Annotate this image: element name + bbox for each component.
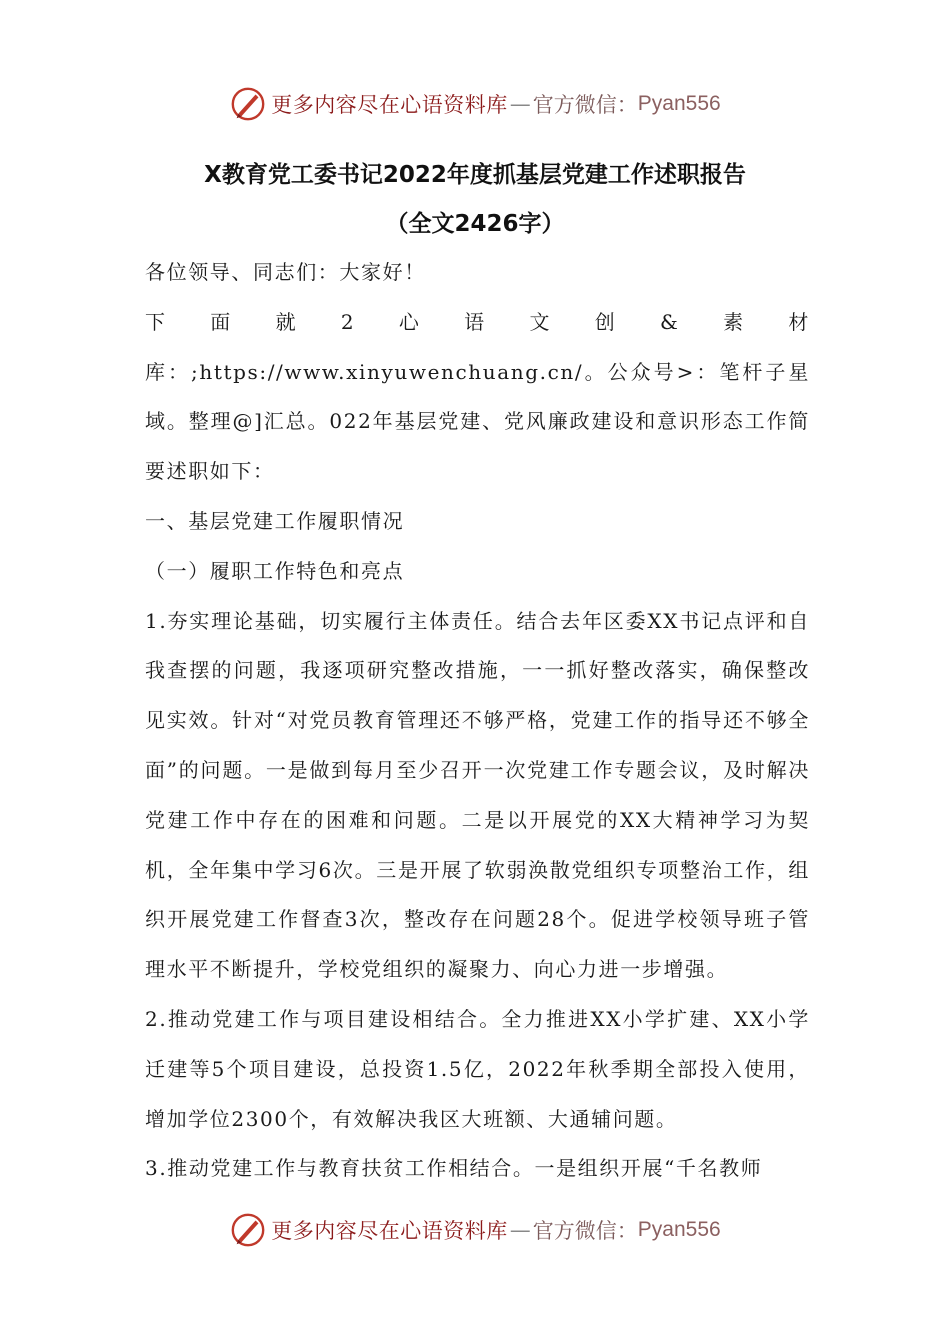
banner-wechat-id: Pyan556	[637, 1218, 721, 1241]
banner-main-text: 更多内容尽在心语资料库	[271, 93, 508, 117]
pen-logo-icon	[229, 1211, 267, 1249]
document-body	[145, 248, 810, 1194]
paragraph-item-1: 1.夯实理论基础，切实履行主体责任。结合去年区委XX书记点评和自我查摆的问题，我逐项研究整改措施，一一抓好整改落实，确保整改见实效。针对“对党员教育管理还不够严格，党建工作的指导还不够全面”的问题。一是做到每月至少召开一次党建工作专题会议，及时解决党建工作中存在的困难和问题。二是以开展党的XX大精神学习为契机，全年集中学习6次。三是开展了软弱涣散党组织专项整治工作，组织开展党建工作督查3次，整改存在问题28个。促进学校领导班子管理水平不断提升，学校党组织的凝聚力、向心力进一步增强。	[145, 608, 810, 982]
document-subtitle: （全文2426字）	[385, 211, 565, 237]
header-banner	[0, 82, 950, 126]
paragraph-greeting: 各位领导、同志们：大家好！	[145, 260, 426, 284]
paragraph-intro: 下面就2心语文创&素材库：;https://www.xinyuwenchuang.cn/。公众号>：笔杆子星域。整理@]汇总。022年基层党建、党风廉政建设和意识形态工作简要述职如下：	[145, 309, 810, 484]
subsection-heading: （一）履职工作特色和亮点	[145, 558, 405, 583]
banner-dash: —	[509, 1218, 531, 1242]
paragraph-item-2: 2.推动党建工作与项目建设相结合。全力推进XX小学扩建、XX小学迁建等5个项目建设，总投资1.5亿，2022年秋季期全部投入使用，增加学位2300个，有效解决我区大班额、大通辅问题。	[145, 1006, 810, 1131]
banner-main-text: 更多内容尽在心语资料库	[271, 1219, 508, 1243]
document-title: X教育党工委书记2022年度抓基层党建工作述职报告	[204, 162, 746, 188]
section-heading: 一、基层党建工作履职情况	[145, 508, 405, 533]
banner-wechat-id: Pyan556	[637, 92, 721, 115]
pen-logo-icon	[229, 85, 267, 123]
footer-banner	[0, 1208, 950, 1252]
banner-wechat-label: 官方微信：	[532, 1219, 638, 1243]
banner-dash: —	[509, 92, 531, 116]
paragraph-item-3: 3.推动党建工作与教育扶贫工作相结合。一是组织开展“千名教师	[145, 1156, 763, 1181]
banner-wechat-label: 官方微信：	[532, 93, 638, 117]
